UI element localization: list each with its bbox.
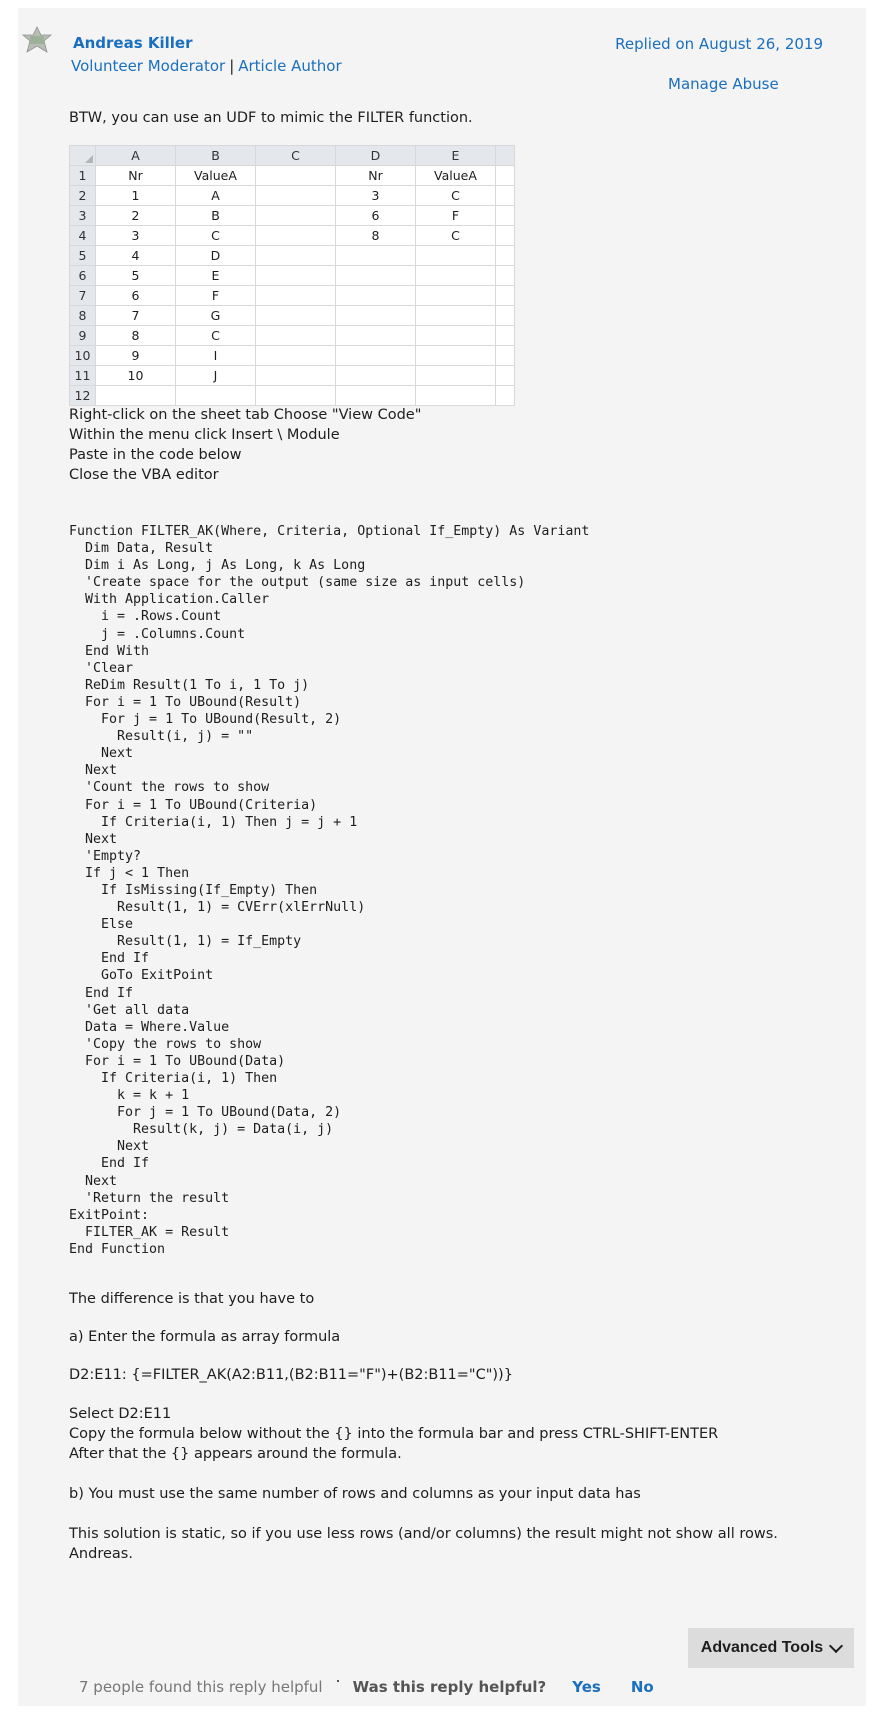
sheet-cell [96,386,176,406]
sheet-cell: 8 [336,226,416,246]
sheet-cell [256,386,336,406]
select-line: Select D2:E11 [69,1406,172,1422]
sheet-cell: 10 [96,366,176,386]
sheet-row [70,186,515,206]
col-header: E [416,146,496,166]
sheet-cell-extra [496,186,515,206]
col-header: D [336,146,416,166]
sheet-cell: I [176,346,256,366]
sheet-row [70,166,515,186]
sheet-cell: 2 [96,206,176,226]
row-header: 4 [70,226,96,246]
step-line: Close the VBA editor [69,467,219,483]
sheet-cell [416,346,496,366]
sheet-cell: G [176,306,256,326]
sheet-cell: 8 [96,326,176,346]
sheet-cell [416,286,496,306]
sheet-cell: F [416,206,496,226]
sheet-corner [70,146,96,166]
sheet-cell [416,386,496,406]
sheet-cell-extra [496,286,515,306]
instructions [69,405,421,485]
row-header: 11 [70,366,96,386]
sheet-cell-extra [496,366,515,386]
sheet-cell: 4 [96,246,176,266]
row-header: 9 [70,326,96,346]
sheet-cell [256,246,336,266]
sheet-row [70,366,515,386]
row-header: 10 [70,346,96,366]
point-b: b) You must use the same number of rows and columns as your input data has [69,1486,641,1502]
col-header: B [176,146,256,166]
sheet-cell: 3 [96,226,176,246]
signature: Andreas. [69,1546,133,1562]
sheet-cell [176,386,256,406]
row-header: 12 [70,386,96,406]
sheet-cell-extra [496,246,515,266]
row-header: 6 [70,266,96,286]
row-header: 2 [70,186,96,206]
vba-code-block: Function FILTER_AK(Where, Criteria, Optional If_Empty) As Variant Dim Data, Result Dim i As Long, j As Long, k As Long 'Create space for the output (same size as input cells) With Application.Caller i = .Rows.Count j = .Columns.Count End With 'Clear ReDim Result(1 To i, 1 To j) For i = 1 To UBound(Result) For j = 1 To UBound(Result, 2) Result(i, j) = "" Next Next 'Count the rows to show For i = 1 To UBound(Criteria) If Criteria(i, 1) Then j = j + 1 Next 'Empty? If j < 1 Then If IsMissing(If_Empty) Then Result(1, 1) = CVErr(xlErrNull) Else Result(1, 1) = If_Empty End If GoTo ExitPoint End If 'Get all data Data = Where.Value 'Copy the rows to show For i = 1 To UBound(Data) If Criteria(i, 1) Then k = k + 1 For j = 1 To UBound(Data, 2) Result(k, j) = Data(i, j) Next End If Next 'Return the result ExitPoint: FILTER_AK = Result End Function [69,524,590,1257]
sheet-cell [416,246,496,266]
chevron-down-icon [829,1638,843,1652]
helpful-question: Was this reply helpful? [352,1678,547,1696]
sheet-cell [336,346,416,366]
role-volunteer-moderator[interactable]: Volunteer Moderator [71,57,226,75]
sheet-cell [256,306,336,326]
row-header: 3 [70,206,96,226]
reply-card [18,8,866,1706]
step-line: Right-click on the sheet tab Choose "View Code" [69,407,422,423]
sheet-cell: 9 [96,346,176,366]
step-line: Paste in the code below [69,447,242,463]
sheet-cell: A [176,186,256,206]
yes-button[interactable]: Yes [572,1678,601,1696]
sheet-cell: Nr [96,166,176,186]
avatar-badge-icon[interactable] [20,26,54,54]
sheet-row [70,226,515,246]
sheet-cell-extra [496,306,515,326]
point-a: a) Enter the formula as array formula [69,1329,341,1345]
sheet-cell: 6 [96,286,176,306]
sheet-cell [416,366,496,386]
sheet-cell: ValueA [176,166,256,186]
role-article-author[interactable]: Article Author [238,57,342,75]
sheet-row [70,286,515,306]
col-header-extra [496,146,515,166]
select-line: After that the {} appears around the formula. [69,1446,402,1462]
helpful-count: 7 people found this reply helpful [79,1678,323,1696]
sheet-cell: D [176,246,256,266]
row-header: 1 [70,166,96,186]
sheet-cell: C [416,226,496,246]
no-button[interactable]: No [630,1678,654,1696]
sheet-cell: 7 [96,306,176,326]
sheet-cell: C [176,326,256,346]
sheet-cell [416,306,496,326]
sheet-cell [256,266,336,286]
sheet-cell [336,266,416,286]
sheet-row [70,346,515,366]
sheet-cell-extra [496,226,515,246]
sheet-cell: ValueA [416,166,496,186]
sheet-cell [256,346,336,366]
sheet-cell-extra [496,326,515,346]
col-header: C [256,146,336,166]
difference-intro: The difference is that you have to [69,1291,315,1307]
static-note [69,1524,778,1564]
sheet-row [70,326,515,346]
sheet-cell-extra [496,166,515,186]
sheet-row [70,386,515,406]
advanced-tools-button[interactable] [688,1628,854,1668]
sheet-cell [336,246,416,266]
sheet-cell [336,286,416,306]
sheet-header-row [70,146,515,166]
sheet-cell: E [176,266,256,286]
replied-date: Replied on August 26, 2019 [615,35,823,53]
sheet-cell: 1 [96,186,176,206]
sheet-cell-extra [496,386,515,406]
author-roles [71,57,342,75]
sheet-row [70,206,515,226]
row-header: 7 [70,286,96,306]
sheet-cell-extra [496,206,515,226]
sheet-cell: F [176,286,256,306]
static-line: This solution is static, so if you use less rows (and/or columns) the result might not show all rows. [69,1526,778,1542]
sheet-cell: 6 [336,206,416,226]
sheet-cell [336,326,416,346]
sheet-cell: C [176,226,256,246]
intro-text: BTW, you can use an UDF to mimic the FILTER function. [69,110,473,126]
sheet-row [70,306,515,326]
sheet-cell [256,206,336,226]
row-header: 8 [70,306,96,326]
sheet-row [70,246,515,266]
sheet-cell [256,366,336,386]
sheet-cell [256,286,336,306]
select-line: Copy the formula below without the {} into the formula bar and press CTRL-SHIFT-ENTER [69,1426,719,1442]
sheet-cell: 3 [336,186,416,206]
sheet-cell: C [416,186,496,206]
sheet-cell [336,306,416,326]
sheet-cell [256,166,336,186]
role-separator: | [229,57,235,75]
spreadsheet-image [69,145,515,406]
sheet-cell: Nr [336,166,416,186]
sheet-cell [416,266,496,286]
row-header: 5 [70,246,96,266]
sheet-cell [256,326,336,346]
advanced-tools-label: Advanced Tools [700,1639,824,1656]
sheet-cell: B [176,206,256,226]
separator-dot [337,1680,339,1682]
array-formula: D2:E11: {=FILTER_AK(A2:B11,(B2:B11="F")+(B2:B11="C"))} [69,1367,513,1383]
sheet-cell [336,366,416,386]
sheet-cell [256,186,336,206]
manage-abuse-link[interactable]: Manage Abuse [668,75,779,93]
sheet-cell: 5 [96,266,176,286]
sheet-cell: J [176,366,256,386]
helpful-footer [79,1678,654,1696]
sheet-row [70,266,515,286]
sheet-cell [256,226,336,246]
step-line: Within the menu click Insert \ Module [69,427,340,443]
sheet-cell-extra [496,346,515,366]
select-instructions [69,1404,718,1464]
author-name[interactable]: Andreas Killer [73,34,193,52]
col-header: A [96,146,176,166]
sheet-cell [336,386,416,406]
sheet-cell-extra [496,266,515,286]
sheet-cell [416,326,496,346]
